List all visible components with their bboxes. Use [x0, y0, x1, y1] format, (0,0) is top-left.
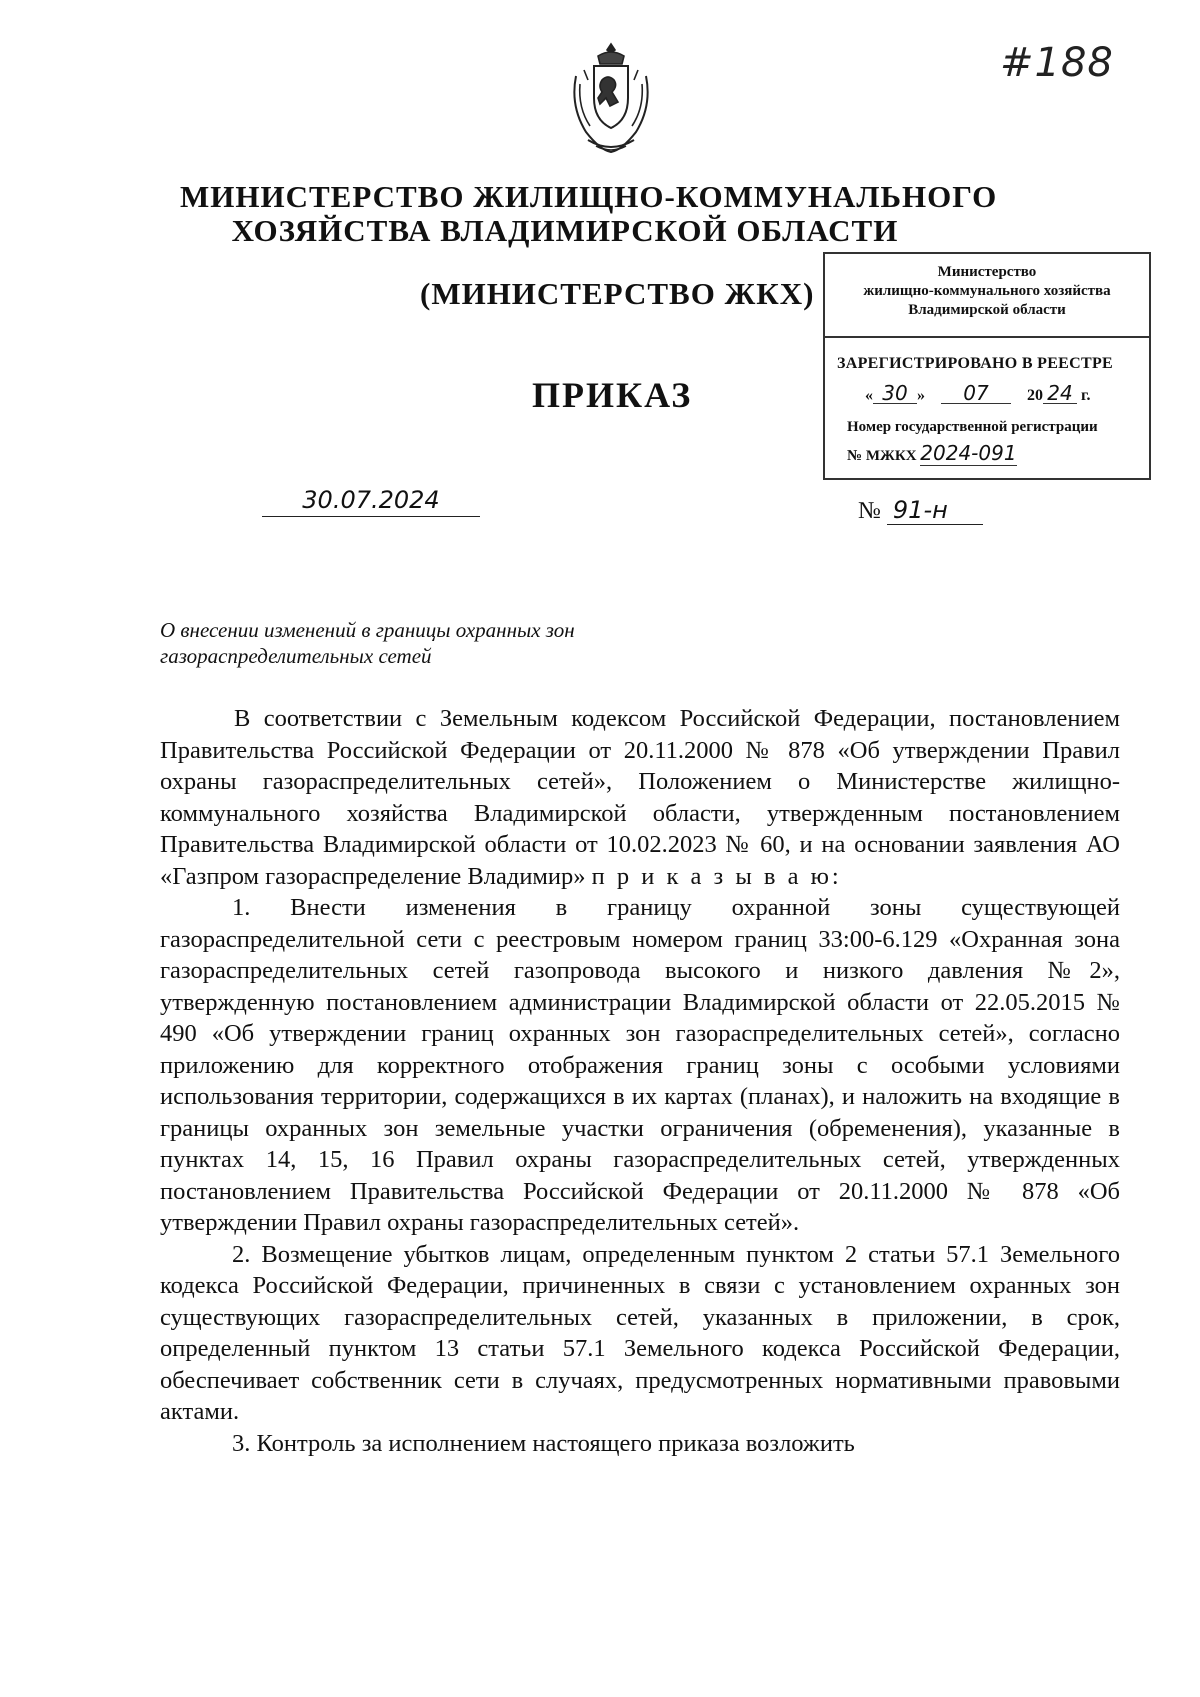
order-date: 30.07.2024 [262, 486, 480, 517]
subject-line2: газораспределительных сетей [160, 644, 432, 668]
stamp-date-year-prefix: 20 [1027, 387, 1043, 404]
item-3-paragraph: 3. Контроль за исполнением настоящего приказа возложить [232, 1429, 855, 1457]
stamp-date-month: 07 [941, 384, 1011, 404]
subject-line1: О внесении изменений в границы охранных зон [160, 618, 575, 642]
stamp-date [865, 381, 1091, 405]
stamp-date-year-suffix: 24 [1043, 384, 1077, 404]
stamp-org-line3: Владимирской области [908, 302, 1066, 318]
stamp-reg-number-label: Номер государственной регистрации [847, 419, 1098, 435]
preamble-paragraph [160, 703, 1120, 892]
order-number-label: № [858, 498, 881, 524]
registration-stamp [823, 252, 1151, 480]
stamp-date-open-quote: « [865, 387, 873, 404]
stamp-organization [825, 254, 1149, 338]
ministry-name [180, 179, 998, 248]
ministry-name-line1: МИНИСТЕРСТВО ЖИЛИЩНО-КОММУНАЛЬНОГО [180, 179, 998, 214]
order-number [858, 496, 983, 525]
stamp-date-day: 30 [873, 384, 917, 404]
preamble-text: В соответствии с Земельным кодексом Российской Федерации, постановлением Правительства Российской Федерации от 20.11.2000 № 878 «Об утверждении Правил охраны газораспределительных сетей», Положением о Министерстве жилищно-коммунального хозяйства Владимирской области, утвержденным постановлением Правительства Владимирской области от 10.02.2023 № 60, и на основании заявления АО «Газпром газораспределение Владимир» [160, 705, 1120, 890]
order-number-value: 91-н [887, 496, 983, 525]
stamp-date-close-quote: » [917, 387, 925, 404]
item-2-paragraph: 2. Возмещение убытков лицам, определенным пунктом 2 статьи 57.1 Земельного кодекса Российской Федерации, причиненных в связи с установлением охранных зон существующих газораспределительных сетей, указанных в приложении, в срок, определенный пунктом 13 статьи 57.1 Земельного кодекса Российской Федерации, обеспечивает собственник сети в случаях, предусмотренных нормативными правовыми актами. [160, 1240, 1120, 1425]
stamp-reg-prefix: № МЖКХ [847, 448, 917, 464]
stamp-registered-label: ЗАРЕГИСТРИРОВАНО В РЕЕСТРЕ [837, 355, 1114, 372]
item-1-paragraph: 1. Внести изменения в границу охранной зоны существующей газораспределительной сети с реестровым номером границ 33:00-6.129 «Охранная зона газораспределительных сетей газопровода высокого и низкого давления №2», утвержденную постановлением администрации Владимирской области от 22.05.2015 № 490 «Об утверждении границ охранных зон газораспределительных сетей», согласно приложению для корректного отображения границ зоны с особыми условиями использования территории, содержащихся в их картах (планах), и наложить на входящие в границы охранных зон земельные участки ограничения (обременения), указанные в пунктах 14, 15, 16 Правил охраны газораспределительных сетей, утвержденных постановлением Правительства Российской Федерации от 20.11.2000 № 878 «Об утверждении Правил охраны газораспределительных сетей». [160, 894, 1120, 1236]
stamp-reg-number [847, 441, 1017, 466]
ministry-short-name: (МИНИСТЕРСТВО ЖКХ) [420, 276, 815, 311]
stamp-date-year-unit: г. [1081, 387, 1091, 404]
handwritten-number: #188 [1000, 40, 1114, 86]
document-type: ПРИКАЗ [532, 375, 693, 415]
stamp-org-line1: Министерство [937, 264, 1037, 280]
coat-of-arms-icon [568, 40, 654, 158]
preamble-tail: п р и к а з ы в а ю: [591, 862, 842, 890]
stamp-org-line2: жилищно-коммунального хозяйства [863, 283, 1111, 299]
order-subject [160, 617, 680, 669]
stamp-reg-value: 2024-091 [920, 441, 1017, 465]
order-body [160, 703, 1120, 1459]
ministry-name-line2: ХОЗЯЙСТВА ВЛАДИМИРСКОЙ ОБЛАСТИ [231, 213, 899, 248]
